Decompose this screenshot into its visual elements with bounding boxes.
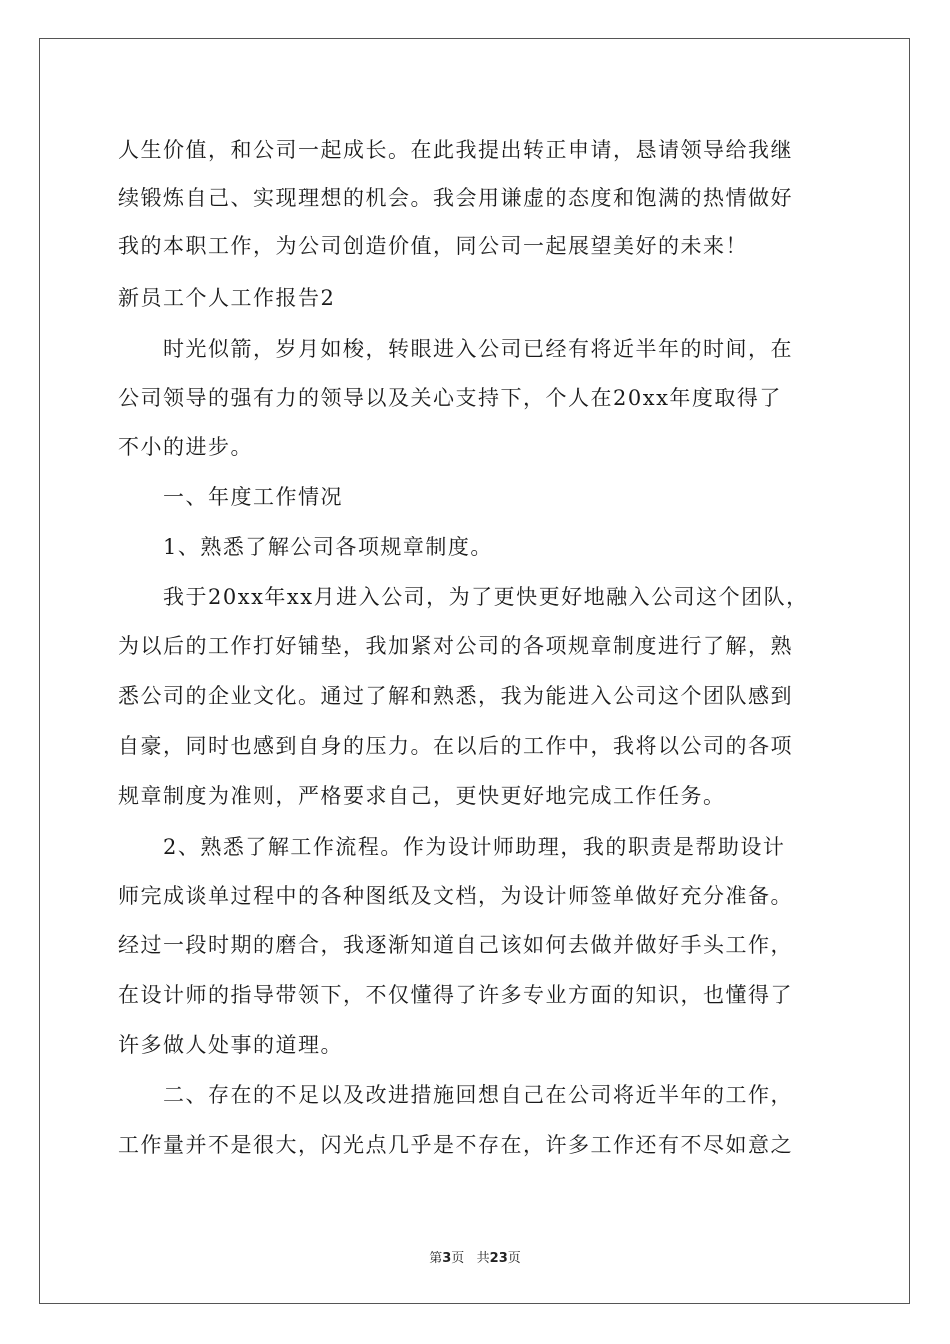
subheading: 1、熟悉了解公司各项规章制度。 <box>163 535 493 559</box>
body-line: 经过一段时期的磨合，我逐渐知道自己该如何去做并做好手头工作， <box>118 933 793 957</box>
body-line: 我的本职工作，为公司创造价值，同公司一起展望美好的未来！ <box>118 234 748 258</box>
footer-prefix: 第 <box>429 1251 443 1266</box>
body-line: 续锻炼自己、实现理想的机会。我会用谦虚的态度和饱满的热情做好 <box>118 186 793 210</box>
body-line: 为以后的工作打好铺垫，我加紧对公司的各项规章制度进行了解，熟 <box>118 634 793 658</box>
body-line: 时光似箭，岁月如梭，转眼进入公司已经有将近半年的时间，在 <box>163 337 793 361</box>
current-page-number: 3 <box>442 1251 452 1266</box>
total-page-count: 23 <box>489 1251 508 1266</box>
body-line: 许多做人处事的道理。 <box>118 1033 343 1057</box>
body-line: 2、熟悉了解工作流程。作为设计师助理，我的职责是帮助设计 <box>163 835 786 859</box>
page-footer <box>0 1247 950 1266</box>
body-line: 人生价值，和公司一起成长。在此我提出转正申请，恳请领导给我继 <box>118 138 793 162</box>
body-line: 公司领导的强有力的领导以及关心支持下，个人在20xx年度取得了 <box>118 386 782 410</box>
body-line: 二、存在的不足以及改进措施回想自己在公司将近半年的工作， <box>163 1083 793 1107</box>
body-line: 不小的进步。 <box>118 435 253 459</box>
body-line: 规章制度为准则，严格要求自己，更快更好地完成工作任务。 <box>118 784 726 808</box>
body-line: 自豪，同时也感到自身的压力。在以后的工作中，我将以公司的各项 <box>118 734 793 758</box>
body-line: 工作量并不是很大，闪光点几乎是不存在，许多工作还有不尽如意之 <box>118 1133 793 1157</box>
footer-mid: 页 共 <box>451 1251 490 1266</box>
body-line: 师完成谈单过程中的各种图纸及文档，为设计师签单做好充分准备。 <box>118 884 793 908</box>
body-line: 我于20xx年xx月进入公司，为了更快更好地融入公司这个团队， <box>163 585 809 609</box>
section-heading: 新员工个人工作报告2 <box>118 286 336 310</box>
subheading: 一、年度工作情况 <box>163 485 343 509</box>
body-line: 在设计师的指导带领下，不仅懂得了许多专业方面的知识，也懂得了 <box>118 983 793 1007</box>
page-border <box>39 38 910 1304</box>
footer-suffix: 页 <box>507 1251 521 1266</box>
body-line: 悉公司的企业文化。通过了解和熟悉，我为能进入公司这个团队感到 <box>118 684 793 708</box>
